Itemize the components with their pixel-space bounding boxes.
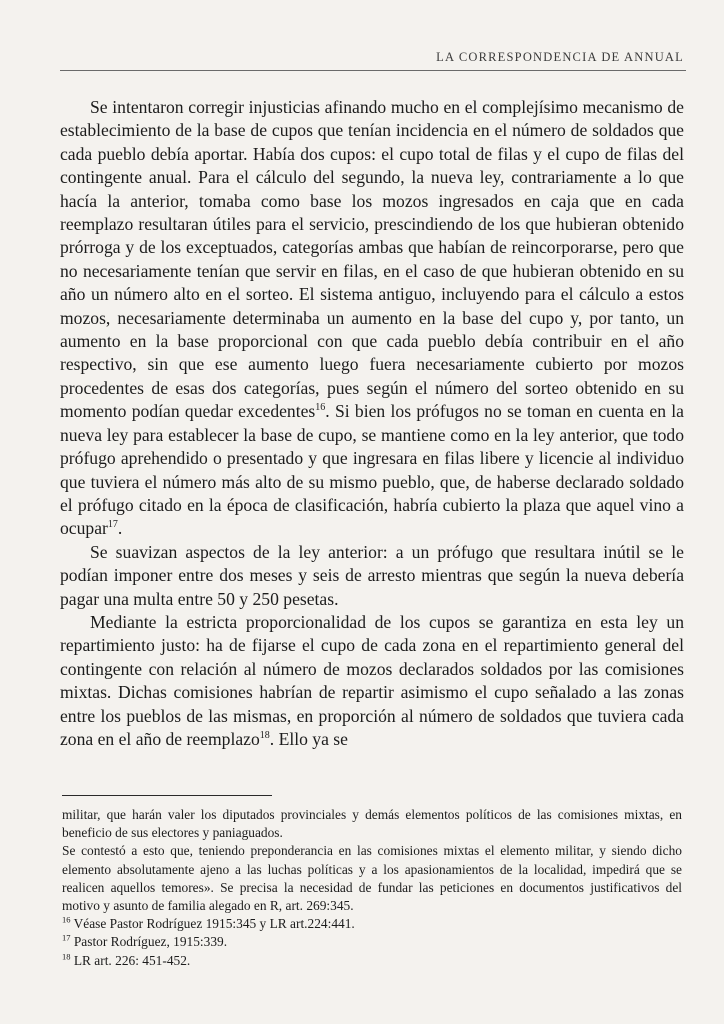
footnote-16-text: Véase Pastor Rodríguez 1915:345 y LR art.224:441. <box>70 916 355 932</box>
footnote-continuation-2: Se contestó a esto que, teniendo preponderancia en las comisiones mixtas el elemento militar, y siendo dicho elemento absolutamente ajeno a las luchas políticas y a los apasionamientos de la localidad, impedirá que se realicen aquellos temores». Se precisa la necesidad de fundar las peticiones en documentos justificativos del motivo y asunto de familia alegado en R, art. 269:345. <box>62 843 682 914</box>
header-rule <box>60 70 686 71</box>
footnote-ref-18: 18 <box>259 730 270 742</box>
paragraph-2: Se suavizan aspectos de la ley anterior: a un prófugo que resultara inútil se le podían imponer entre dos meses y seis de arresto mientras que según la nueva debería pagar una multa entre 50 y 250 pesetas. <box>60 541 684 609</box>
footnote-16 <box>62 915 682 933</box>
footnote-17-mark: 17 <box>62 932 71 943</box>
footnote-18-text: LR art. 226: 451-452. <box>70 952 191 968</box>
footnote-continuation-1: militar, que harán valer los diputados provinciales y demás elementos políticos de las comisiones mixtas, en beneficio de sus electores y paniaguados. <box>62 807 682 841</box>
paragraph-3-continued: . Ello ya se <box>269 728 348 749</box>
paragraph-1-end: . <box>117 518 123 539</box>
footnote-17 <box>62 933 682 951</box>
running-header: LA CORRESPONDENCIA DE ANNUAL <box>436 50 684 64</box>
main-text <box>60 96 684 751</box>
paragraph-1 <box>60 96 684 541</box>
paragraph-3 <box>60 611 684 751</box>
footnote-ref-16: 16 <box>315 402 326 414</box>
footnote-18 <box>62 952 682 970</box>
footnote-16-mark: 16 <box>62 914 71 925</box>
footnote-ref-17: 17 <box>107 519 118 531</box>
paragraph-1-continued: . Si bien los prófugos no se toman en cuenta en la nueva ley para establecer la base de cupo, se mantiene como en la ley anterior, que todo prófugo aprehendido o presentado y que ingresara en filas libere y licencie al individuo que tuviera el número más alto de su mismo pueblo, que, de haberse declarado soldado el prófugo citado en la época de clasificación, habría cubierto la plaza que aquel vino a ocupar <box>60 401 684 539</box>
footnotes <box>62 806 682 970</box>
paragraph-3-text: Mediante la estricta proporcionalidad de los cupos se garantiza en esta ley un repartimiento justo: ha de fijarse el cupo de cada zona en el repartimiento general del contingente con relación al número de mozos declarados soldados por las comisiones mixtas. Dichas comisiones habrían de repartir asimismo el cupo señalado a las zonas entre los pueblos de las mismas, en proporción al número de soldados que tuviera cada zona en el año de reemplazo <box>60 611 684 749</box>
paragraph-1-text: Se intentaron corregir injusticias afinando mucho en el complejísimo mecanismo de establecimiento de la base de cupos que tenían incidencia en el número de soldados que cada pueblo debía aportar. Había dos cupos: el cupo total de filas y el cupo de filas del contingente anual. Para el cálculo del segundo, la nueva ley, contrariamente a lo que hacía la anterior, tomaba como base los mozos ingresados en caja que en cada reemplazo resultaran útiles para el servicio, prescindiendo de los que hubieran obtenido prórroga y de los exceptuados, categorías ambas que habían de reincorporarse, pero que no necesariamente tenían que servir en filas, en el caso de que hubieran obtenido en su año un número alto en el sorteo. El sistema antiguo, incluyendo para el cálculo a estos mozos, necesariamente determinaba un aumento en la base del cupo y, por tanto, un aumento en la base proporcional con que cada pueblo debía contribuir en el año respectivo, sin que ese aumento luego fuera necesariamente cubierto por mozos procedentes de esas dos categorías, pues según el número del sorteo obtenido en su momento podían quedar excedentes <box>60 97 684 422</box>
footnote-separator <box>62 795 272 796</box>
footnote-17-text: Pastor Rodríguez, 1915:339. <box>70 934 228 950</box>
footnote-18-mark: 18 <box>62 951 71 962</box>
